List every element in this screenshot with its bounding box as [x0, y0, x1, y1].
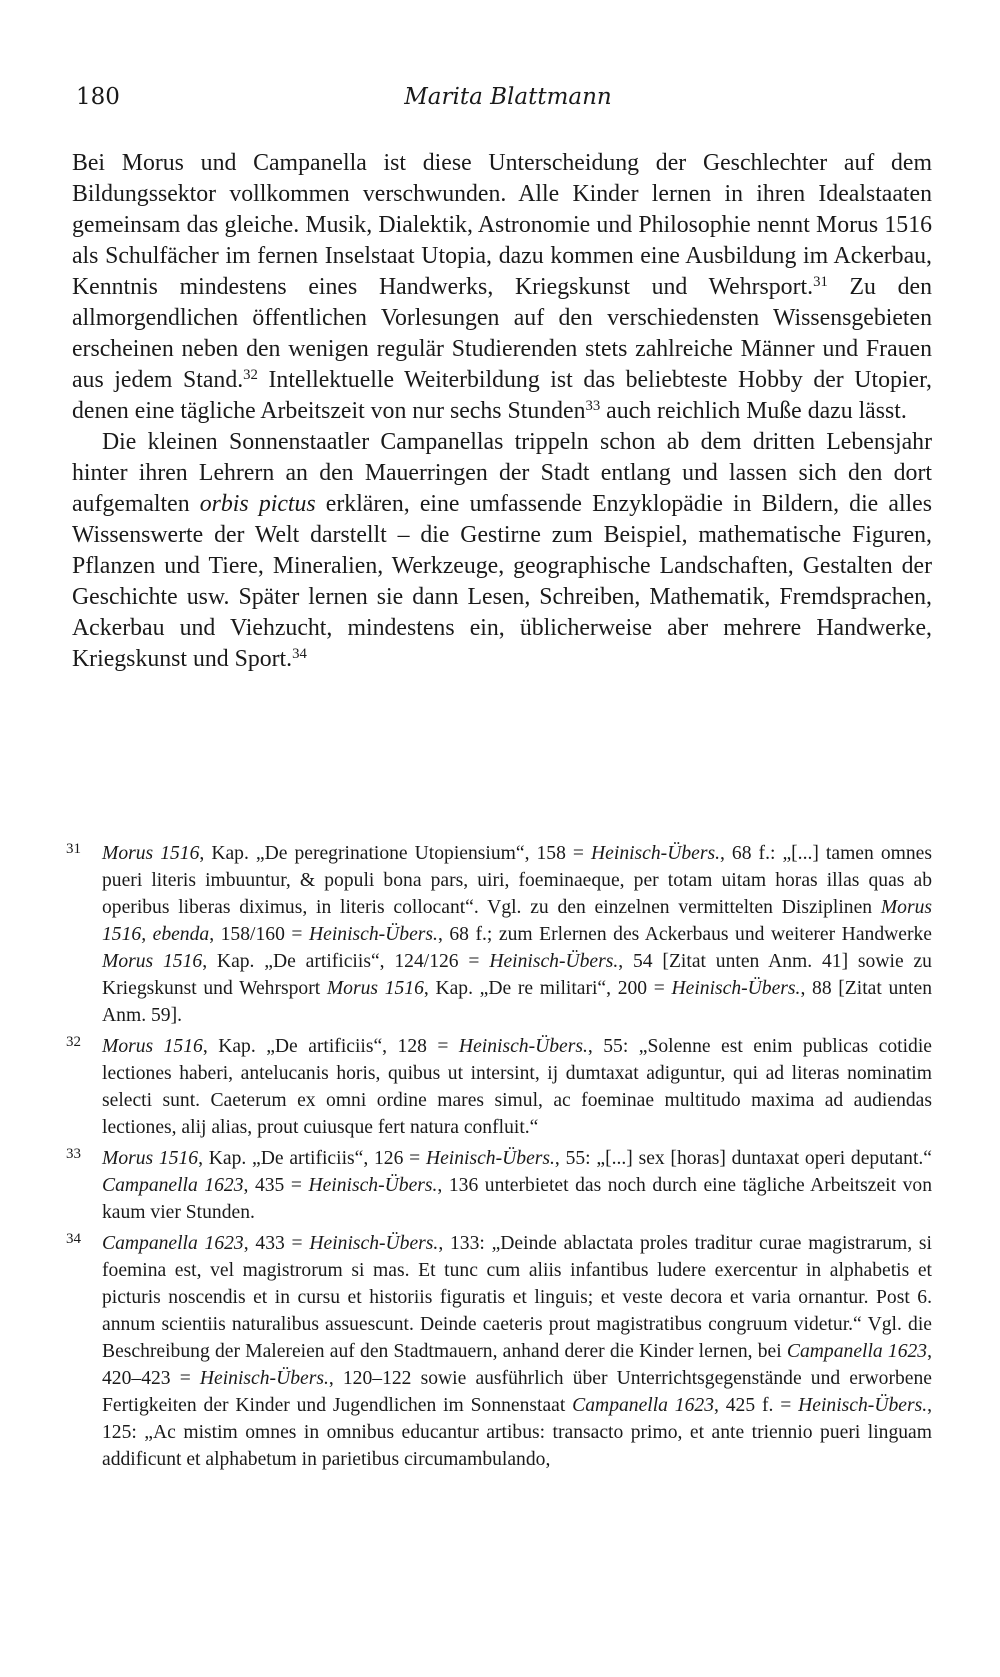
footnote-number: 33 [66, 1146, 81, 1162]
footnote-33 [66, 1145, 932, 1226]
footnote-ref-34: 34 [292, 645, 307, 662]
page-number: 180 [76, 84, 120, 110]
footnote-text: Campanella 1623, 433 = Heinisch-Übers., 133: „Deinde ablactata proles traditur curae magistrarum, si foemina est, vel magistrorum si mas. Et tunc cum aliis infantibus ludere exercentur in alphabetis et picturis noscendis et in cursu et historiis figuratis et linguis; et veste decora et varia ornantur. Post 6. annum scientiis naturalibus assuescunt. Deinde caeteris prout magistratibus congruum videtur.“ Vgl. die Beschreibung der Malereien auf den Stadtmauern, anhand derer die Kinder lernen, bei Campanella 1623, 420–423 = Heinisch-Übers., 120–122 sowie ausführlich über Unterrichtsgegenstände und erworbene Fertigkeiten der Kinder und Jugendlichen im Sonnenstaat Campanella 1623, 425 f. = Heinisch-Übers., 125: „Ac mistim omnes in omnibus educantur artibus: transacto primo, et ante triennio pueri linguam addificunt et alphabetum in parietibus circumambulando, [102, 1233, 933, 1470]
footnote-ref-31: 31 [813, 273, 828, 290]
footnotes [66, 840, 932, 1477]
paragraph-2: Die kleinen Sonnenstaatler Campanellas trippeln schon ab dem dritten Lebensjahr hinter ihren Lehrern an den Mauerringen der Stadt entlang und lassen sich den dort aufgemalten orbis pictus erklären, eine umfassende Enzyklopädie in Bildern, die alles Wissenswerte der Welt darstellt – die Gestirne zum Beispiel, mathematische Figuren, Pflanzen und Tiere, Mineralien, Werkzeuge, geographische Landschaften, Gestalten der Geschichte usw. Später lernen sie dann Lesen, Schreiben, Mathematik, Fremdsprachen, Ackerbau und Viehzucht, mindestens ein, üblicherweise aber mehrere Handwerke, Kriegskunst und Sport.$^{34}$ [72, 429, 932, 672]
footnote-32 [66, 1033, 932, 1141]
footnote-31 [66, 840, 932, 1029]
footnote-number: 32 [66, 1034, 81, 1050]
footnote-ref-32: 32 [243, 366, 258, 383]
page-header [76, 84, 940, 124]
footnote-number: 34 [66, 1231, 81, 1247]
footnote-34 [66, 1230, 932, 1473]
footnote-text: Morus 1516, Kap. „De artificiis“, 128 = Heinisch-Übers., 55: „Solenne est enim publicas cotidie lectiones haberi, antelucanis horis, quibus ut intersint, ij dumtaxat adiguntur, qui ad literas nominatim selecti sunt. Caeterum ex omni ordine mares simul, ac foeminae multitudo maxima ad audiendas lectiones, alij alias, prout cuiusque fert natura confluit.“ [102, 1036, 932, 1138]
orbis-pictus-term: orbis pictus [199, 491, 316, 517]
paragraph-1: Bei Morus und Campanella ist diese Unterscheidung der Geschlechter auf dem Bildungssektor vollkommen verschwunden. Alle Kinder lernen in ihren Idealstaaten gemeinsam das gleiche. Musik, Dialektik, Astronomie und Philosophie nennt Morus 1516 als Schulfächer im fernen Inselstaat Utopia, dazu kommen eine Ausbildung im Ackerbau, Kenntnis mindestens eines Handwerks, Kriegskunst und Wehrsport.$^{31}$ Zu den allmorgendlichen öffentlichen Vorlesungen auf den verschiedensten Wissensgebieten erscheinen neben den wenigen regulär Studierenden stets zahlreiche Männer und Frauen aus jedem Stand.$^{32}$ Intellektuelle Weiterbildung ist das beliebteste Hobby der Utopier, denen eine tägliche Arbeitszeit von nur sechs Stunden$^{33}$ auch reichlich Muße dazu lässt. [72, 150, 932, 424]
footnote-text: Morus 1516, Kap. „De peregrinatione Utopiensium“, 158 = Heinisch-Übers., 68 f.: „[...] tamen omnes pueri literis imbuuntur, & populi bona pars, uiri, foeminaeque, per totam uitam horas illas quas ab operibus liberas diximus, in literis collocant“. Vgl. zu den einzelnen vermittelten Disziplinen Morus 1516, ebenda, 158/160 = Heinisch-Übers., 68 f.; zum Erlernen des Ackerbaus und weiterer Handwerke Morus 1516, Kap. „De artificiis“, 124/126 = Heinisch-Übers., 54 [Zitat unten Anm. 41] sowie zu Kriegskunst und Wehrsport Morus 1516, Kap. „De re militari“, 200 = Heinisch-Übers., 88 [Zitat unten Anm. 59]. [102, 843, 932, 1026]
footnote-number: 31 [66, 841, 81, 857]
running-head: Marita Blattmann [404, 84, 612, 110]
footnote-ref-33: 33 [585, 397, 601, 414]
footnote-text: Morus 1516, Kap. „De artificiis“, 126 = Heinisch-Übers., 55: „[...] sex [horas] duntaxat operi deputant.“ Campanella 1623, 435 = Heinisch-Übers., 136 unterbietet das noch durch eine tägliche Arbeitszeit von kaum vier Stunden. [102, 1148, 932, 1223]
main-text [72, 148, 932, 675]
